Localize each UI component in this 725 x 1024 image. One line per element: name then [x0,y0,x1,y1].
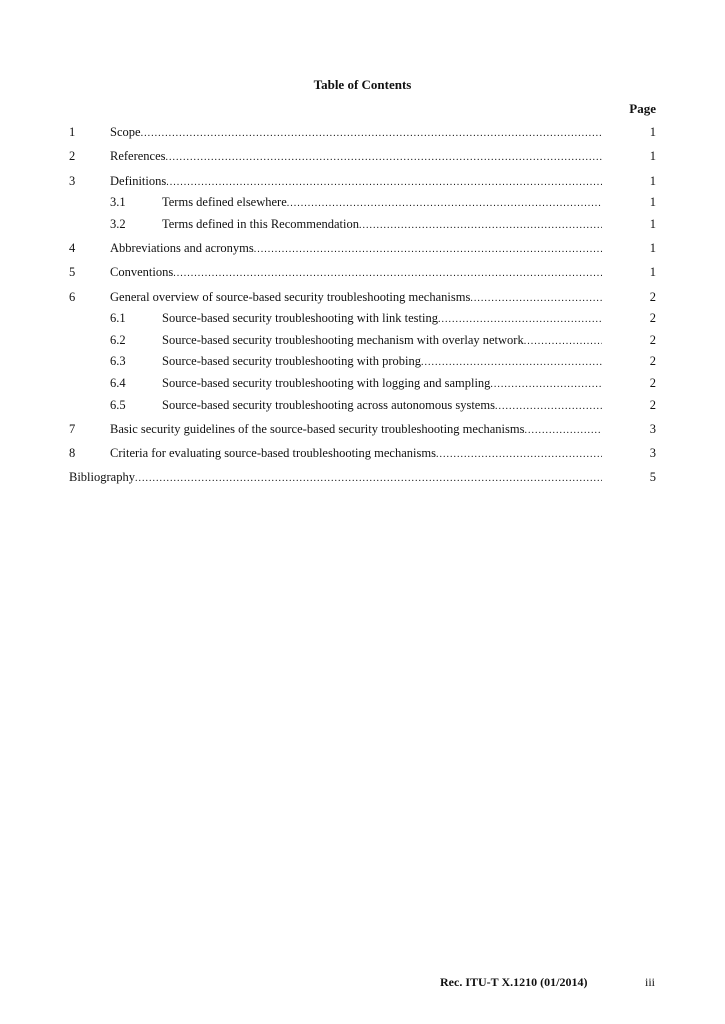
page-number: iii [644,975,655,989]
toc-subentry[interactable] [110,194,659,211]
dot-leader [359,217,602,233]
toc-entry-number: 7 [69,422,76,436]
toc-entry-label: Terms defined in this Recommendation [162,217,359,231]
dot-leader [166,174,602,190]
toc-entry-label: Source-based security troubleshooting across autonomous systems [162,398,495,412]
page-column-heading: Page [629,101,656,116]
dot-leader [135,470,602,486]
toc-entry[interactable] [69,173,659,190]
dot-leader [141,125,602,141]
toc-entry-label: Abbreviations and acronyms [110,241,254,255]
dot-leader [421,354,602,370]
toc-entry-page: 2 [649,376,656,390]
toc-subentry[interactable] [110,216,659,233]
toc-entry-page: 2 [649,311,656,325]
toc-entry-number: 2 [69,149,76,163]
toc-entry-page: 5 [649,470,656,484]
toc-entry[interactable] [69,148,659,165]
dot-leader [490,376,602,392]
toc-entry-number: 4 [69,241,76,255]
toc-subentry[interactable] [110,353,659,370]
toc-entry-number: 1 [69,125,76,139]
toc-subentry[interactable] [110,310,659,327]
toc-entry-page: 2 [649,398,656,412]
toc-entry-number: 6 [69,290,76,304]
toc-entry-label: Basic security guidelines of the source-based security troubleshooting mechanisms [110,422,525,436]
toc-subentry[interactable] [110,397,659,414]
toc-entry-page: 2 [649,333,656,347]
toc-entry[interactable] [69,264,659,281]
toc-entry-number: 6.2 [110,333,126,347]
toc-entry-label: General overview of source-based security troubleshooting mechanisms [110,290,471,304]
toc-entry-page: 3 [649,446,656,460]
toc-entry-page: 1 [649,149,656,163]
toc-entry-number: 6.5 [110,398,126,412]
dot-leader [495,398,602,414]
toc-entry[interactable] [69,445,659,462]
toc-entry-page: 3 [649,422,656,436]
toc-entry-page: 1 [649,125,656,139]
toc-entry-label: References [110,149,166,163]
toc-entry-label: Source-based security troubleshooting with logging and sampling [162,376,491,390]
toc-entry-page: 1 [649,174,656,188]
toc-entry-label: Definitions [110,174,167,188]
toc-entry-label: Bibliography [69,470,135,484]
toc-entry-number: 6.4 [110,376,126,390]
dot-leader [470,290,602,306]
toc-entry-label: Source-based security troubleshooting with link testing [162,311,438,325]
toc-entry[interactable] [69,289,659,306]
toc-entry[interactable] [69,240,659,257]
toc-entry-label: Criteria for evaluating source-based troubleshooting mechanisms [110,446,436,460]
toc-entry-bibliography[interactable] [69,469,659,486]
recommendation-id: Rec. ITU-T X.1210 (01/2014) [440,975,588,989]
toc-entry-label: Terms defined elsewhere [162,195,287,209]
dot-leader [173,265,602,281]
toc-entry-number: 3 [69,174,76,188]
toc-title: Table of Contents [313,77,412,92]
toc-entry-page: 1 [649,217,656,231]
toc-entry-number: 3.2 [110,217,126,231]
dot-leader [524,333,602,349]
toc-entry-page: 1 [649,195,656,209]
toc-entry[interactable] [69,124,659,141]
toc-entry[interactable] [69,421,659,438]
toc-entry-number: 5 [69,265,76,279]
dot-leader [254,241,602,257]
toc-entry-number: 3.1 [110,195,126,209]
toc-entry-number: 6.3 [110,354,126,368]
toc-entry-number: 8 [69,446,76,460]
toc-subentry[interactable] [110,375,659,392]
dot-leader [524,422,602,438]
toc-entry-number: 6.1 [110,311,126,325]
toc-entry-label: Scope [110,125,141,139]
toc-entry-label: Conventions [110,265,174,279]
toc-entry-label: Source-based security troubleshooting mechanism with overlay network [162,333,524,347]
toc-entry-page: 1 [649,241,656,255]
toc-entry-label: Source-based security troubleshooting with probing [162,354,421,368]
dot-leader [438,311,602,327]
toc-entry-page: 2 [649,290,656,304]
toc-subentry[interactable] [110,332,659,349]
toc-entry-page: 1 [649,265,656,279]
dot-leader [287,195,602,211]
dot-leader [436,446,602,462]
dot-leader [166,149,602,165]
toc-entry-page: 2 [649,354,656,368]
